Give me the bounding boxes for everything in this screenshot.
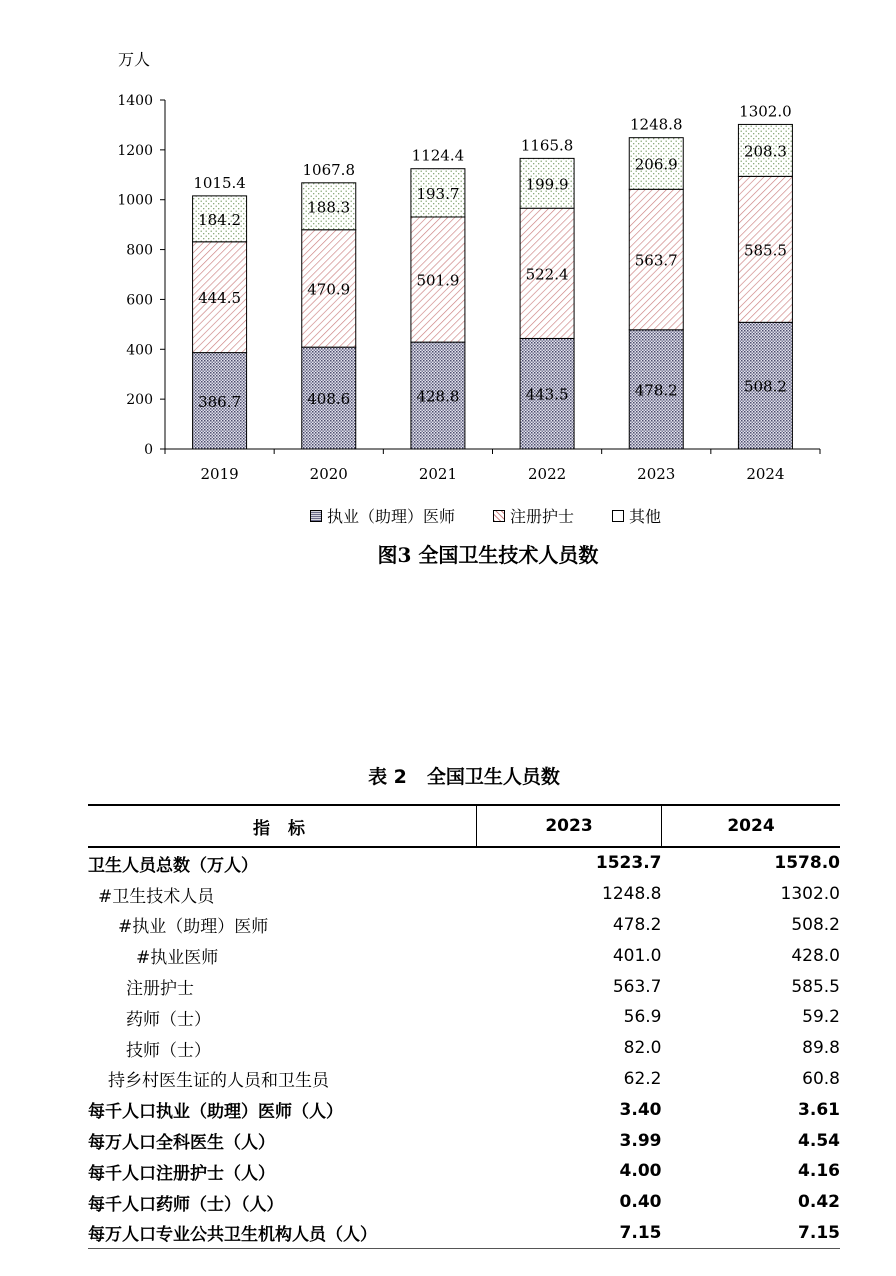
row-label: 每万人口全科医生（人） <box>88 1133 275 1154</box>
total-label: 1165.8 <box>520 136 574 155</box>
segment-label: 478.2 <box>634 381 678 400</box>
row-label: 药师（士） <box>126 1009 211 1030</box>
legend-label-doctors: 执业（助理）医师 <box>327 507 456 526</box>
value-2023: 563.7 <box>612 976 662 997</box>
table-row <box>88 1125 840 1156</box>
y-tick-label: 0 <box>144 442 153 458</box>
x-tick-label: 2023 <box>637 465 676 483</box>
figure-title: 图3 全国卫生技术人员数 <box>377 543 599 567</box>
legend-swatch-other <box>612 510 624 522</box>
table-row <box>88 1156 840 1187</box>
segment-label: 206.9 <box>634 155 678 174</box>
segment-label: 508.2 <box>743 377 787 396</box>
y-tick-label: 200 <box>126 392 153 409</box>
segment-label: 585.5 <box>743 241 787 260</box>
segment-label: 470.9 <box>307 280 351 299</box>
value-2024: 89.8 <box>802 1038 840 1059</box>
row-label: 每万人口专业公共卫生机构人员（人） <box>88 1218 477 1249</box>
table-title-text: 全国卫生人员数 <box>426 766 560 788</box>
row-label: 每千人口药师（士）（人） <box>88 1194 284 1215</box>
row-label: #卫生技术人员 <box>98 886 215 907</box>
segment-label: 428.8 <box>416 387 460 406</box>
value-2023: 3.99 <box>619 1130 662 1151</box>
table-row <box>88 1002 840 1033</box>
value-2024: 0.42 <box>798 1192 840 1213</box>
x-tick-label: 2020 <box>309 465 348 483</box>
row-label: #执业（助理）医师 <box>118 917 269 938</box>
segment-label: 408.6 <box>307 390 351 409</box>
x-tick-label: 2021 <box>418 465 458 483</box>
table-row <box>88 1033 840 1064</box>
value-2023: 56.9 <box>623 1007 662 1028</box>
y-unit-label: 万人 <box>118 50 151 69</box>
legend-label-other: 其他 <box>629 507 662 526</box>
legend-swatch-doctors <box>310 510 322 522</box>
table-number: 表 2 <box>368 766 407 788</box>
segment-label: 443.5 <box>525 385 569 404</box>
y-tick-label: 1400 <box>117 93 153 109</box>
header-2024: 2024 <box>662 805 841 847</box>
segment-label: 188.3 <box>307 198 351 217</box>
segment-label: 386.7 <box>198 392 242 411</box>
value-2024: 59.2 <box>802 1007 840 1028</box>
segment-label: 444.5 <box>198 289 242 308</box>
x-tick-label: 2022 <box>527 465 567 483</box>
value-2023: 4.00 <box>619 1161 662 1182</box>
health-personnel-table <box>88 804 840 1249</box>
table-row <box>88 940 840 971</box>
y-tick-label: 600 <box>126 292 153 309</box>
bars <box>193 102 793 483</box>
value-2024: 585.5 <box>791 976 840 997</box>
value-2024: 428.0 <box>791 945 840 966</box>
total-label: 1067.8 <box>302 160 355 179</box>
y-tick-label: 400 <box>126 342 153 359</box>
row-label: #执业医师 <box>136 948 219 969</box>
segment-label: 193.7 <box>416 184 460 203</box>
table-row <box>88 1218 840 1249</box>
value-2024: 1302.0 <box>780 884 840 905</box>
value-2023: 1523.7 <box>595 853 662 874</box>
table-row <box>88 847 840 879</box>
legend <box>310 504 661 527</box>
table-row <box>88 1064 840 1095</box>
row-label: 每千人口执业（助理）医师（人） <box>88 1102 343 1123</box>
legend-swatch-nurses <box>493 510 505 522</box>
header-indicator: 指 标 <box>88 805 477 847</box>
row-label: 注册护士 <box>126 979 194 1000</box>
total-label: 1248.8 <box>630 115 683 134</box>
table-header-row <box>88 805 840 847</box>
total-label: 1124.4 <box>411 146 465 165</box>
value-2023: 7.15 <box>477 1218 662 1249</box>
table-title <box>0 762 896 789</box>
table-row <box>88 971 840 1002</box>
value-2024: 60.8 <box>802 1068 840 1089</box>
value-2024: 1578.0 <box>774 853 840 874</box>
value-2023: 62.2 <box>623 1068 662 1089</box>
segment-label: 563.7 <box>634 251 678 270</box>
x-tick-label: 2024 <box>746 465 785 483</box>
row-label: 持乡村医生证的人员和卫生员 <box>108 1071 329 1092</box>
total-label: 1302.0 <box>739 102 792 121</box>
table-row <box>88 1094 840 1125</box>
value-2024: 3.61 <box>798 1099 840 1120</box>
y-tick-label: 1200 <box>117 142 153 159</box>
value-2023: 3.40 <box>619 1099 662 1120</box>
value-2023: 478.2 <box>612 914 662 935</box>
legend-label-nurses: 注册护士 <box>510 507 575 526</box>
legend-item-doctors <box>310 504 455 527</box>
legend-item-nurses <box>493 504 574 527</box>
segment-label: 199.9 <box>525 175 569 194</box>
stacked-bar-chart <box>0 0 896 500</box>
table-row <box>88 879 840 910</box>
header-2023: 2023 <box>477 805 662 847</box>
segment-label: 522.4 <box>525 265 569 284</box>
segment-label: 208.3 <box>743 142 787 161</box>
row-label: 技师（士） <box>126 1040 211 1061</box>
table-row <box>88 910 840 941</box>
value-2024: 508.2 <box>791 914 840 935</box>
y-tick-label: 1000 <box>117 192 153 209</box>
value-2024: 4.54 <box>798 1130 840 1151</box>
y-tick-label: 800 <box>126 242 153 259</box>
value-2023: 1248.8 <box>602 884 662 905</box>
segment-label: 501.9 <box>416 271 460 290</box>
total-label: 1015.4 <box>193 173 246 192</box>
legend-item-other <box>612 504 661 527</box>
value-2024: 4.16 <box>798 1161 840 1182</box>
x-tick-label: 2019 <box>200 465 239 483</box>
row-label: 卫生人员总数（万人） <box>88 855 258 876</box>
row-label: 每千人口注册护士（人） <box>88 1163 275 1184</box>
value-2023: 401.0 <box>612 945 662 966</box>
table-row <box>88 1187 840 1218</box>
value-2023: 82.0 <box>623 1038 662 1059</box>
value-2024: 7.15 <box>662 1218 841 1249</box>
segment-label: 184.2 <box>198 210 242 229</box>
value-2023: 0.40 <box>619 1192 662 1213</box>
